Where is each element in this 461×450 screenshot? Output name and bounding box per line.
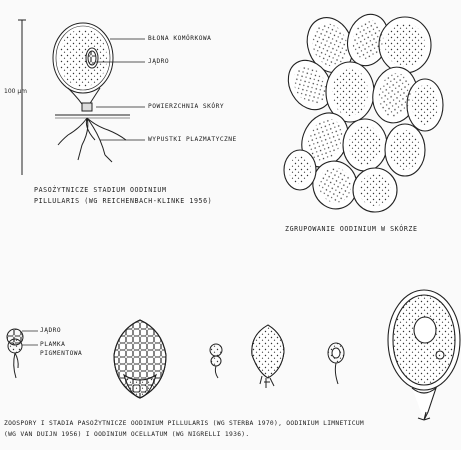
caption-parasitic-line-2: PILLULARIS (WG REICHENBACH-KLINKE 1956) [34,197,213,205]
parasitic-stage-drawing [18,20,130,175]
zoospore-small [7,329,23,378]
zoospore-paired [210,344,222,378]
label-pigment-spot-line-1: PLAMKA [40,341,66,348]
scale-label: 100 µm [4,88,28,95]
label-skin-surface: POWIERZCHNIA SKÓRY [148,103,225,110]
leader-lines-bottom [22,331,38,345]
caption-grouping: ZGRUPOWANIE OODINIUM W SKÓRZE [285,225,418,233]
label-pigment-spot [40,340,82,358]
caption-parasitic-stage [34,185,212,207]
stage-large-cellular [114,320,166,398]
label-plasma-processes: WYPUSTKI PLAZMATYCZNE [148,136,237,143]
label-pigment-spot-line-2: PIGMENTOWA [40,350,83,357]
stage-large-stalked [388,290,460,420]
caption-zoospores-line-1: ZOOSPORY I STADIA PASOŻYTNICZE OODINIUM PILLULARIS (WG STERBA 1970), OODINIUM LIMNETICUM [4,420,365,427]
label-nucleus-top: JĄDRO [148,58,170,65]
caption-zoospores [4,418,364,440]
label-cell-membrane: BŁONA KOMÓRKOWA [148,35,212,42]
zoospore-oval-small [328,343,344,384]
caption-parasitic-line-1: PASOŻYTNICZE STADIUM OODINIUM [34,186,167,194]
caption-zoospores-line-2: (WG VAN DUIJN 1956) I OODINIUM OCELLATUM (WG NIGRELLI 1936). [4,431,250,438]
label-nucleus-bottom: JĄDRO [40,327,62,334]
stage-stalked-medium [252,325,284,388]
